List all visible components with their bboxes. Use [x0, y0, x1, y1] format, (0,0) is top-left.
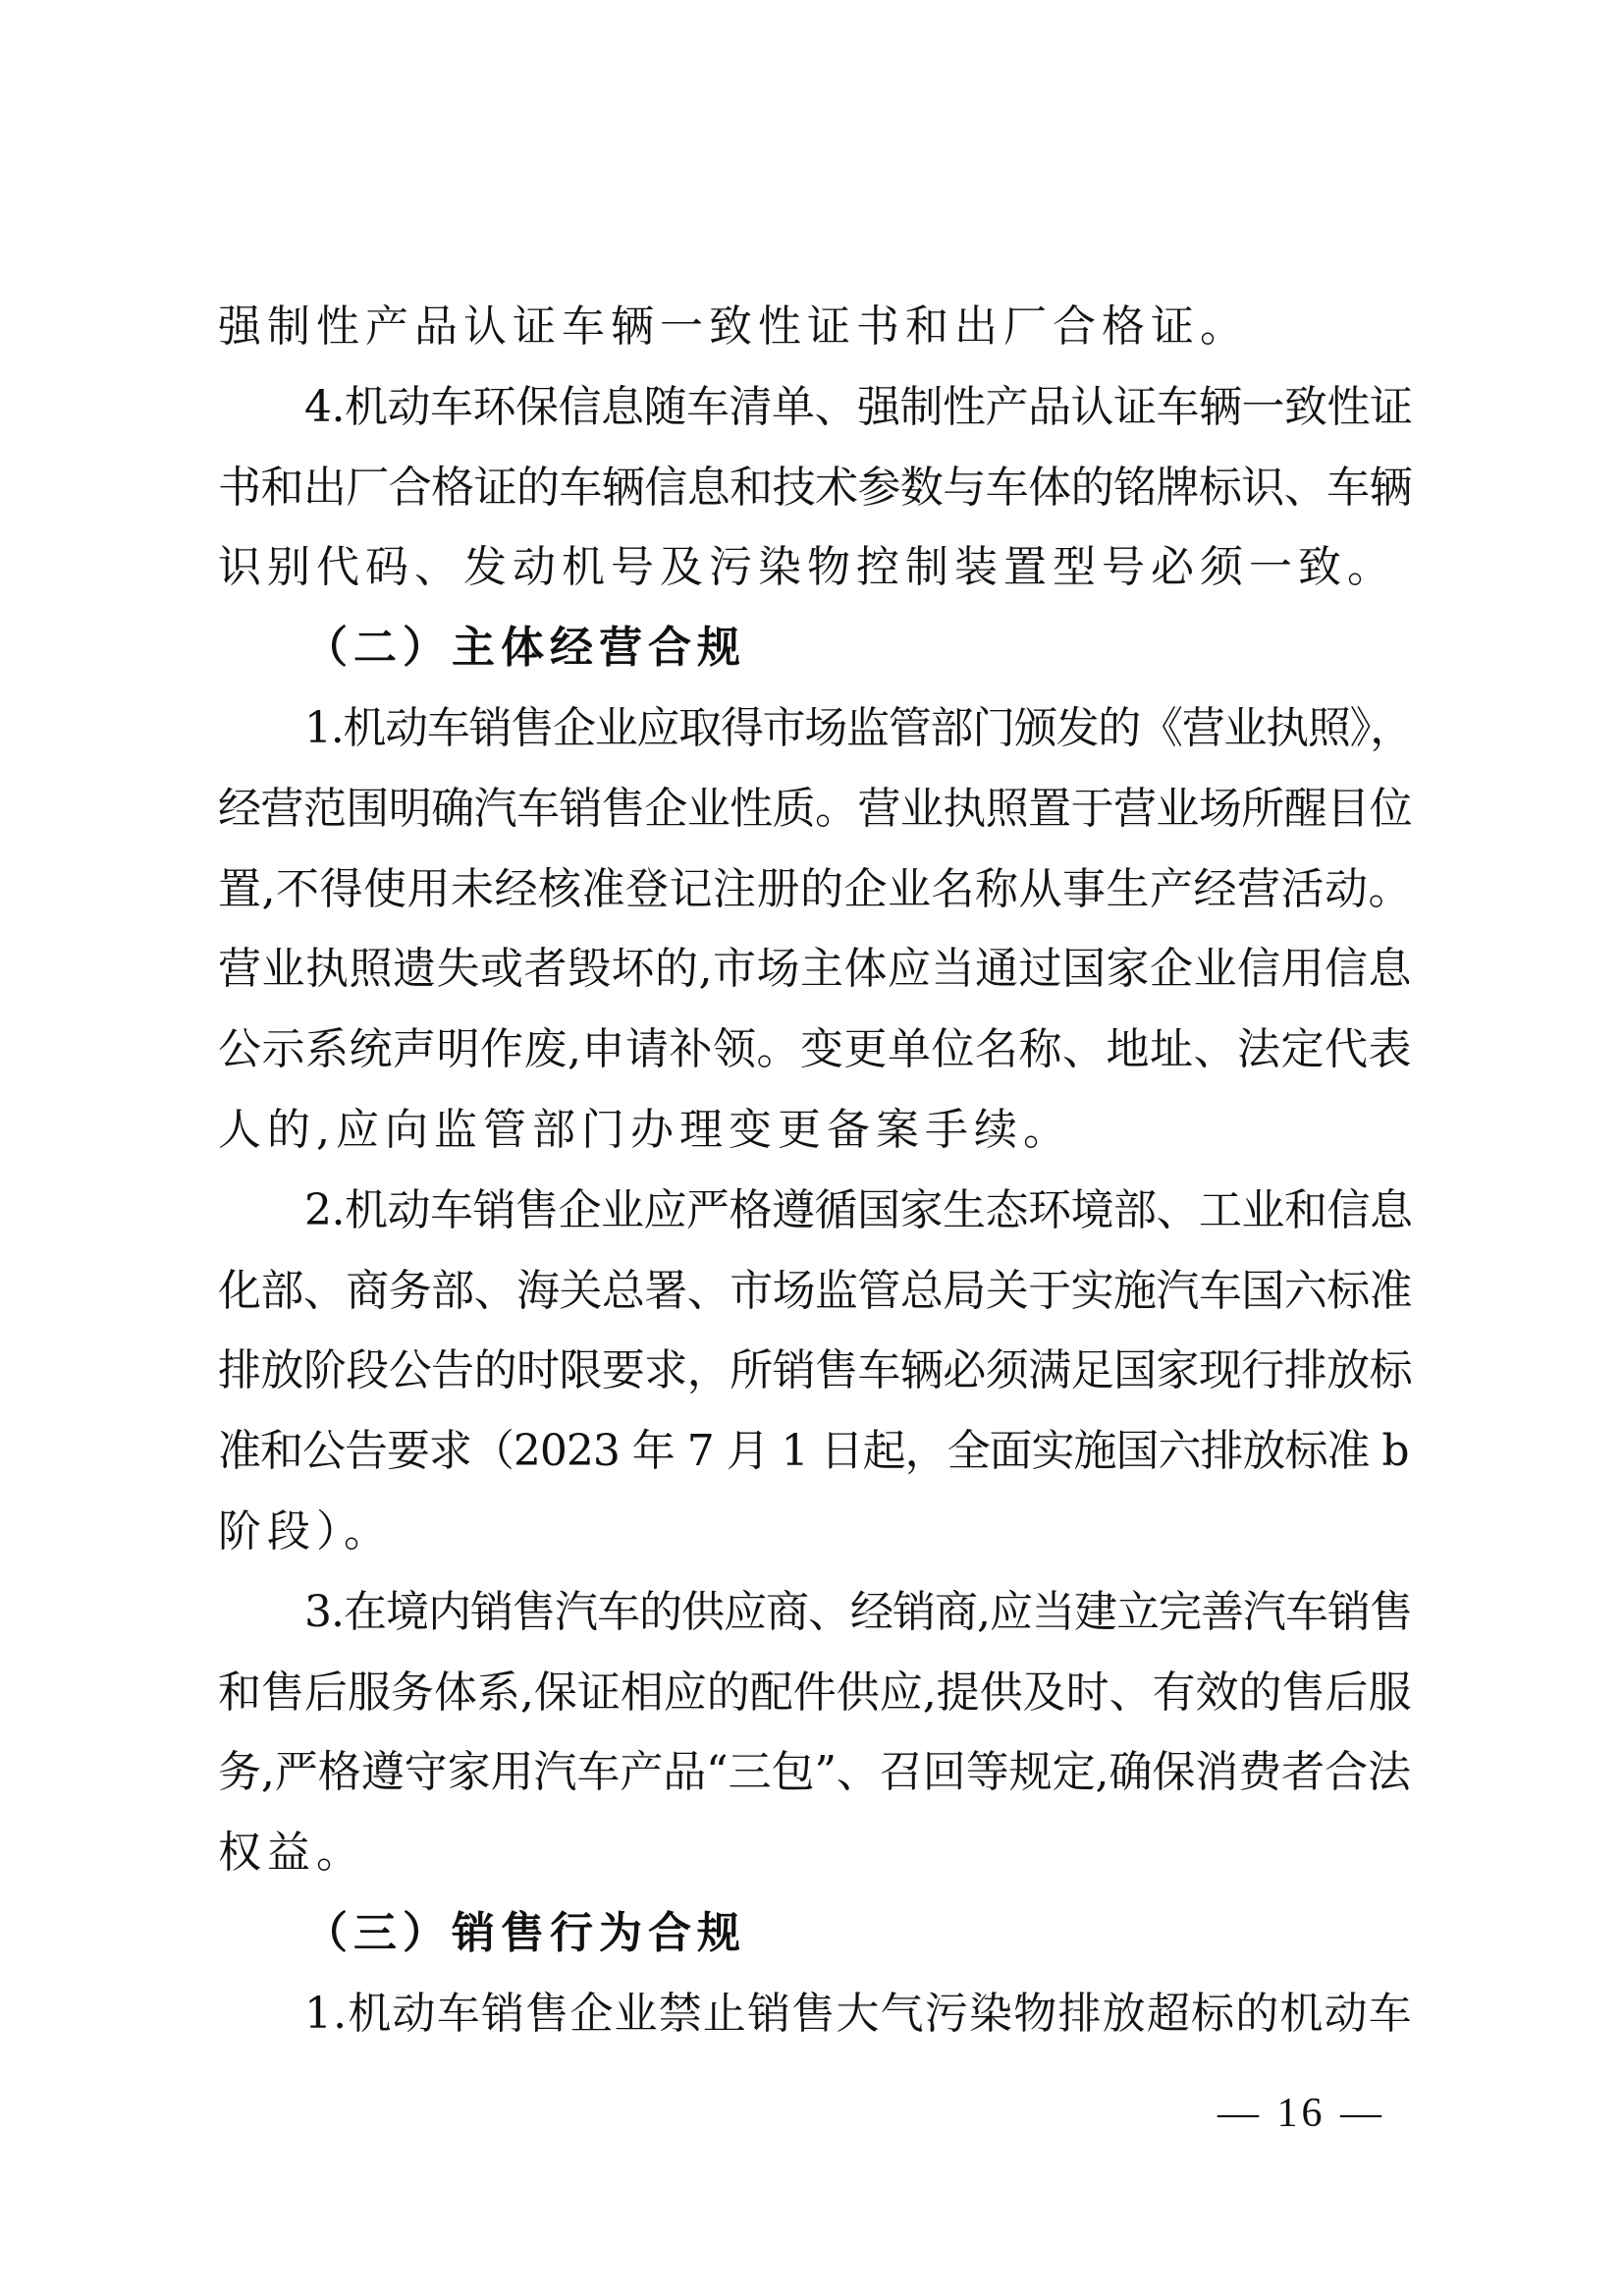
text-line: 强制性产品认证车辆一致性证书和出厂合格证。: [218, 301, 1249, 352]
text-line: 1.机动车销售企业应取得市场监管部门颁发的《营业执照》，: [304, 702, 1412, 753]
text-line: 公示系统声明作废,申请补领。变更单位名称、地址、法定代表: [218, 1024, 1412, 1075]
text-line: 和售后服务体系,保证相应的配件供应,提供及时、有效的售后服: [218, 1667, 1412, 1718]
text-line: 4.机动车环保信息随车清单、强制性产品认证车辆一致性证: [304, 381, 1413, 432]
text-line: 1.机动车销售企业禁止销售大气污染物排放超标的机动车: [304, 1988, 1413, 2039]
text-line: 务,严格遵守家用汽车产品“三包”、召回等规定,确保消费者合法: [218, 1747, 1411, 1798]
text-line: 营业执照遗失或者毁坏的,市场主体应当通过国家企业信用信息: [218, 944, 1412, 995]
section-heading: （二）主体经营合规: [304, 623, 746, 674]
text-line: 经营范围明确汽车销售企业性质。营业执照置于营业场所醒目位: [218, 783, 1412, 834]
page-number: — 16 —: [1217, 2091, 1385, 2136]
text-line: 书和出厂合格证的车辆信息和技术参数与车体的铭牌标识、车辆: [218, 462, 1412, 513]
text-line: 化部、商务部、海关总署、市场监管总局关于实施汽车国六标准: [218, 1265, 1412, 1316]
section-heading: （三）销售行为合规: [304, 1907, 746, 1958]
text-line: 阶段）。: [218, 1505, 393, 1557]
document-body: [218, 287, 1426, 2054]
text-line: 识别代码、发动机号及污染物控制装置型号必须一致。: [218, 542, 1396, 593]
text-line: 排放阶段公告的时限要求，所销售车辆必须满足国家现行排放标: [218, 1345, 1412, 1396]
text-line: 权益。: [218, 1828, 365, 1879]
text-line: 2.机动车销售企业应严格遵循国家生态环境部、工业和信息: [304, 1184, 1413, 1235]
text-line: 3.在境内销售汽车的供应商、经销商,应当建立完善汽车销售: [304, 1586, 1412, 1637]
text-line: 人的,应向监管部门办理变更备案手续。: [218, 1104, 1072, 1155]
text-line: 准和公告要求（2023 年 7 月 1 日起，全面实施国六排放标准 b: [218, 1426, 1409, 1477]
text-line: 置,不得使用未经核准登记注册的企业名称从事生产经营活动。: [218, 863, 1412, 914]
